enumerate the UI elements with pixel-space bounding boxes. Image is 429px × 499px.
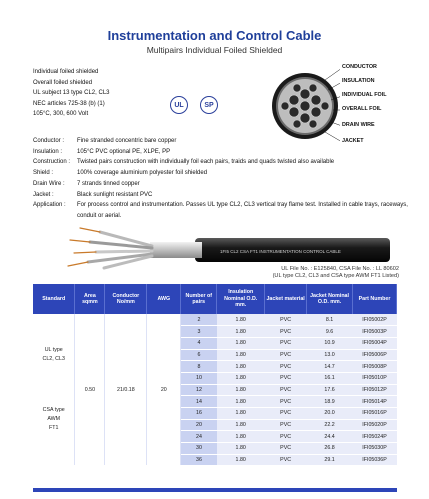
property-row bbox=[33, 136, 427, 147]
property-value: 100% coverage aluminium polyester foil shielded bbox=[77, 170, 208, 177]
mat-cell: PVC bbox=[265, 326, 307, 338]
ins-cell: 1.80 bbox=[217, 372, 265, 384]
ins-cell: 1.80 bbox=[217, 361, 265, 373]
column-header: Number of pairs bbox=[181, 284, 217, 314]
property-value: 7 strands tinned copper bbox=[77, 180, 140, 187]
file-note-line: (UL type CL2, CL3 and CSA type AWM FT1 Listed) bbox=[272, 273, 399, 279]
property-value: 105°C PVC optional PE, XLPE, PP bbox=[77, 148, 171, 155]
column-header: Insulation Nominal O.D. mm. bbox=[217, 284, 265, 314]
pairs-cell: 14 bbox=[181, 396, 217, 408]
awg-cell: 20 bbox=[147, 314, 181, 466]
part-cell: IFI05012P bbox=[353, 384, 397, 396]
file-note-line: UL File No. : E125840, CSA File No. : LL 80602 bbox=[281, 266, 399, 272]
file-note bbox=[273, 266, 399, 280]
property-value: Fine stranded concentric bare copper bbox=[77, 138, 177, 144]
pairs-cell: 30 bbox=[181, 443, 217, 455]
pairs-cell: 36 bbox=[181, 454, 217, 466]
property-key: Drain Wire : bbox=[33, 180, 65, 187]
od-cell: 16.1 bbox=[307, 372, 353, 384]
spec-table bbox=[33, 284, 397, 466]
pairs-cell: 6 bbox=[181, 349, 217, 361]
table-row bbox=[33, 314, 397, 326]
standard-label: CL2, CL3 bbox=[42, 356, 65, 363]
part-cell: IFI05002P bbox=[353, 314, 397, 326]
ul-logo-icon: UL bbox=[170, 96, 188, 114]
mat-cell: PVC bbox=[265, 361, 307, 373]
pairs-cell: 10 bbox=[181, 372, 217, 384]
standard-cell bbox=[33, 314, 75, 466]
property-value: For process control and instrumentation. Passes UL type CL2, CL3 vertical tray flame test. Installed in cable trays, raceways, conduit or aerial. bbox=[77, 202, 408, 219]
ins-cell: 1.80 bbox=[217, 408, 265, 420]
part-cell: IFI05008P bbox=[353, 361, 397, 373]
ins-cell: 1.80 bbox=[217, 337, 265, 349]
callout-label: DRAIN WIRE bbox=[342, 122, 375, 128]
property-key: Jacket : bbox=[33, 191, 54, 198]
ins-cell: 1.80 bbox=[217, 396, 265, 408]
property-list bbox=[33, 136, 427, 221]
ins-cell: 1.80 bbox=[217, 314, 265, 326]
pairs-cell: 24 bbox=[181, 431, 217, 443]
area-cell: 0.50 bbox=[75, 314, 105, 466]
bottom-bar bbox=[33, 488, 397, 492]
part-cell: IFI05024P bbox=[353, 431, 397, 443]
part-cell: IFI05036P bbox=[353, 454, 397, 466]
standard-label: FT1 bbox=[49, 425, 59, 432]
ins-cell: 1.80 bbox=[217, 384, 265, 396]
csa-logo-icon: SP bbox=[200, 96, 218, 114]
od-cell: 18.9 bbox=[307, 396, 353, 408]
column-header: Conductor No/mm bbox=[105, 284, 147, 314]
part-cell: IFI05014P bbox=[353, 396, 397, 408]
cable-print-text: 1FI5 CL2 CSA FT1 INSTRUMENTATION CONTROL CABLE bbox=[220, 249, 341, 254]
property-row bbox=[33, 200, 427, 221]
column-header: Jacket Nominal O.D. mm. bbox=[307, 284, 353, 314]
property-row bbox=[33, 168, 427, 179]
pairs-cell: 20 bbox=[181, 419, 217, 431]
callout-label: CONDUCTOR bbox=[342, 64, 377, 70]
mat-cell: PVC bbox=[265, 431, 307, 443]
od-cell: 26.8 bbox=[307, 443, 353, 455]
property-key: Insulation : bbox=[33, 148, 63, 155]
od-cell: 9.6 bbox=[307, 326, 353, 338]
mat-cell: PVC bbox=[265, 419, 307, 431]
ins-cell: 1.80 bbox=[217, 454, 265, 466]
property-value: Twisted pairs construction with individually foil each pairs, traids and quads twisted also available bbox=[77, 159, 335, 166]
table-header-row bbox=[33, 284, 397, 314]
part-cell: IFI05004P bbox=[353, 337, 397, 349]
property-row bbox=[33, 147, 427, 158]
column-header: Part Number bbox=[353, 284, 397, 314]
mat-cell: PVC bbox=[265, 372, 307, 384]
property-key: Construction : bbox=[33, 159, 71, 166]
pairs-cell: 4 bbox=[181, 337, 217, 349]
conductor-cell: 21/0.18 bbox=[105, 314, 147, 466]
part-cell: IFI05006P bbox=[353, 349, 397, 361]
pairs-cell: 12 bbox=[181, 384, 217, 396]
mat-cell: PVC bbox=[265, 384, 307, 396]
od-cell: 8.1 bbox=[307, 314, 353, 326]
property-key: Conductor : bbox=[33, 138, 65, 144]
callout-label: JACKET bbox=[342, 138, 364, 144]
callout-label: OVERALL FOIL bbox=[342, 106, 382, 112]
part-cell: IFI05003P bbox=[353, 326, 397, 338]
part-cell: IFI05016P bbox=[353, 408, 397, 420]
mat-cell: PVC bbox=[265, 337, 307, 349]
standard-label: UL type bbox=[44, 347, 63, 354]
column-header: Area sqmm bbox=[75, 284, 105, 314]
mat-cell: PVC bbox=[265, 443, 307, 455]
callout-label: INSULATION bbox=[342, 78, 375, 84]
standard-group bbox=[33, 406, 74, 433]
ins-cell: 1.80 bbox=[217, 419, 265, 431]
od-cell: 29.1 bbox=[307, 454, 353, 466]
part-cell: IFI05010P bbox=[353, 372, 397, 384]
ins-cell: 1.80 bbox=[217, 443, 265, 455]
page-title: Instrumentation and Control Cable bbox=[107, 28, 322, 43]
mat-cell: PVC bbox=[265, 349, 307, 361]
od-cell: 20.0 bbox=[307, 408, 353, 420]
column-header: Jacket material bbox=[265, 284, 307, 314]
standard-label: CSA type bbox=[42, 407, 65, 414]
od-cell: 10.9 bbox=[307, 337, 353, 349]
column-header: AWG bbox=[147, 284, 181, 314]
od-cell: 14.7 bbox=[307, 361, 353, 373]
property-key: Shield : bbox=[33, 170, 54, 177]
mat-cell: PVC bbox=[265, 454, 307, 466]
pairs-cell: 2 bbox=[181, 314, 217, 326]
ins-cell: 1.80 bbox=[217, 431, 265, 443]
property-row bbox=[33, 190, 427, 201]
page-subtitle: Multipairs Individual Foiled Shielded bbox=[146, 45, 283, 55]
property-key: Application : bbox=[33, 202, 66, 209]
mat-cell: PVC bbox=[265, 396, 307, 408]
spec-item: Individual foiled shielded bbox=[33, 69, 99, 75]
ins-cell: 1.80 bbox=[217, 326, 265, 338]
standard-group bbox=[33, 346, 74, 364]
pairs-cell: 3 bbox=[181, 326, 217, 338]
property-value: Black sunlight resistant PVC bbox=[77, 191, 153, 198]
spec-item: NEC articles 725-38 (b) (1) bbox=[33, 100, 105, 107]
spec-item: Overall foiled shielded bbox=[33, 79, 93, 86]
certification-logos bbox=[170, 96, 230, 118]
callout-label: INDIVIDUAL FOIL bbox=[342, 92, 387, 98]
pairs-cell: 8 bbox=[181, 361, 217, 373]
spec-list bbox=[33, 67, 110, 120]
ins-cell: 1.80 bbox=[217, 349, 265, 361]
part-cell: IFI05020P bbox=[353, 419, 397, 431]
standard-label: AWM bbox=[47, 416, 61, 423]
mat-cell: PVC bbox=[265, 314, 307, 326]
od-cell: 17.6 bbox=[307, 384, 353, 396]
mat-cell: PVC bbox=[265, 408, 307, 420]
column-header: Standard bbox=[33, 284, 75, 314]
spec-item: 105°C, 300, 600 Volt bbox=[33, 111, 89, 118]
pairs-cell: 16 bbox=[181, 408, 217, 420]
property-row bbox=[33, 157, 427, 168]
od-cell: 22.2 bbox=[307, 419, 353, 431]
part-cell: IFI05030P bbox=[353, 443, 397, 455]
property-row bbox=[33, 179, 427, 190]
spec-item: UL subject 13 type CL2, CL3 bbox=[33, 90, 110, 97]
od-cell: 13.0 bbox=[307, 349, 353, 361]
od-cell: 24.4 bbox=[307, 431, 353, 443]
